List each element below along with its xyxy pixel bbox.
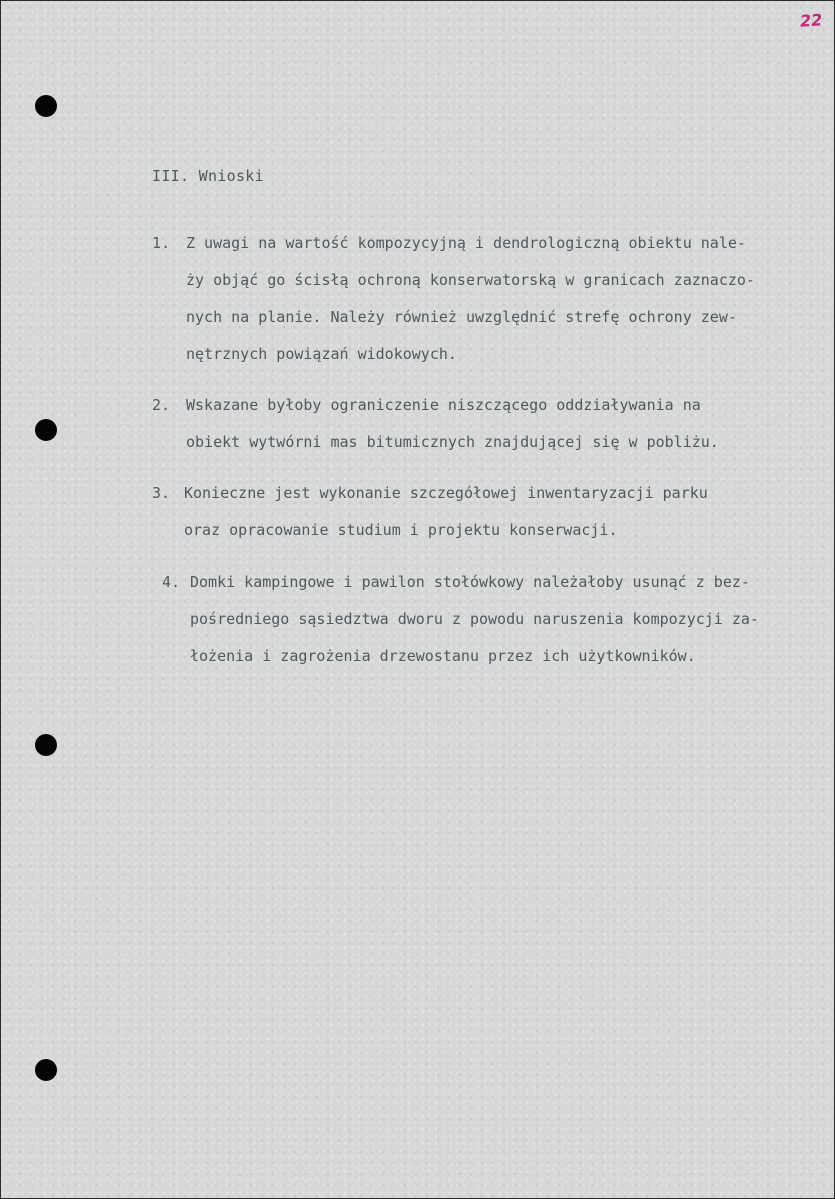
punch-hole — [35, 95, 57, 117]
section-title: III. Wnioski — [152, 167, 264, 185]
item-line: oraz opracowanie studium i projektu konserwacji. — [184, 521, 618, 539]
conclusion-item-1 — [152, 225, 755, 373]
punch-hole — [35, 1059, 57, 1081]
punch-hole — [35, 419, 57, 441]
item-line: obiekt wytwórni mas bitumicznych znajdującej się w pobliżu. — [186, 433, 719, 451]
item-line: Konieczne jest wykonanie szczegółowej inwentaryzacji parku — [184, 484, 708, 502]
item-line: nych na planie. Należy również uwzględnić strefę ochrony zew- — [186, 308, 737, 326]
item-line: pośredniego sąsiedztwa dworu z powodu naruszenia kompozycji za- — [190, 610, 759, 628]
item-number: 3. — [152, 484, 171, 502]
item-line: Domki kampingowe i pawilon stołówkowy należałoby usunąć z bez- — [190, 573, 750, 591]
item-line: Z uwagi na wartość kompozycyjną i dendrologiczną obiektu nale- — [186, 234, 746, 252]
conclusion-item-3 — [152, 475, 708, 549]
item-line: łożenia i zagrożenia drzewostanu przez ich użytkowników. — [190, 647, 696, 665]
item-number: 1. — [152, 234, 171, 252]
item-line: ży objąć go ścisłą ochroną konserwatorską w granicach zaznaczo- — [186, 271, 755, 289]
item-line: Wskazane byłoby ograniczenie niszczącego oddziaływania na — [186, 396, 701, 414]
item-number: 2. — [152, 396, 171, 414]
item-line: nętrznych powiązań widokowych. — [186, 345, 457, 363]
conclusion-item-2 — [152, 387, 719, 461]
conclusion-item-4 — [162, 564, 759, 675]
page-number: 22 — [799, 10, 823, 31]
item-number: 4. — [162, 573, 181, 591]
punch-hole — [35, 734, 57, 756]
